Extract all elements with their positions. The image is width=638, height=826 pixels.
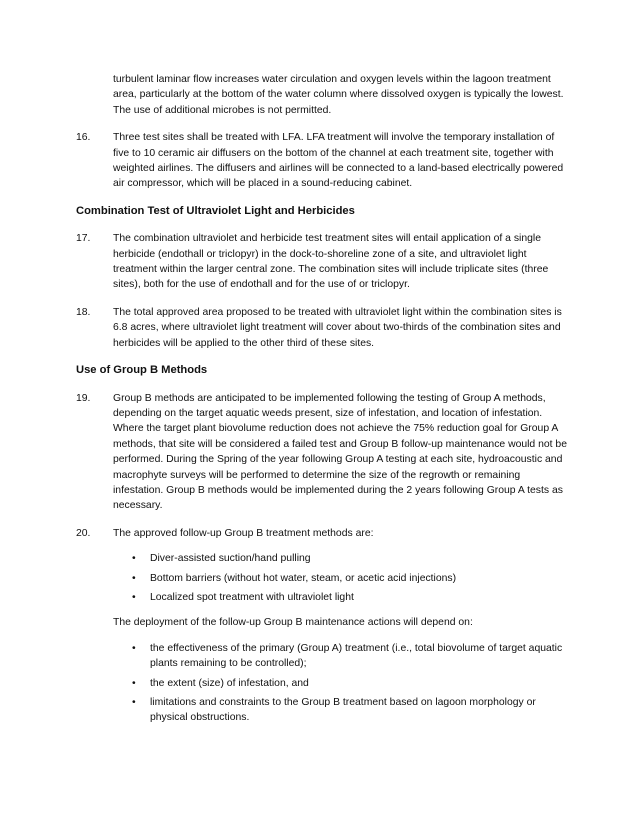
section-heading-combination-test: Combination Test of Ultraviolet Light and Herbicides — [76, 204, 355, 217]
treatment-methods-list — [113, 551, 568, 605]
paragraph-number: 18. — [76, 306, 91, 318]
list-item — [132, 551, 568, 566]
paragraph-text: The combination ultraviolet and herbicide test treatment sites will entail application of a single herbicide (endothall or triclopyr) in the dock-to-shoreline zone of a site, and ultraviolet light treatment within the larger central zone. The combination sites will include triplicate sites (three sites), both for the use of endothall and for the use of or triclopyr. — [113, 233, 549, 291]
paragraph-text: The total approved area proposed to be treated with ultraviolet light within the combination sites is 6.8 acres, where ultraviolet light treatment will cover about two-thirds of the combination sites and herbicides will be applied to the other third of these sites. — [113, 306, 562, 349]
paragraph-number: 19. — [76, 392, 91, 404]
list-item-text: limitations and constraints to the Group B treatment based on lagoon morphology or physical obstructions. — [150, 697, 536, 724]
paragraph-17 — [76, 231, 568, 293]
bullet-icon: • — [132, 591, 136, 603]
paragraph-number: 17. — [76, 233, 91, 245]
list-item — [132, 571, 568, 586]
list-item-text: Diver-assisted suction/hand pulling — [150, 553, 311, 565]
paragraph-text: The deployment of the follow-up Group B maintenance actions will depend on: — [113, 617, 473, 629]
bullet-icon: • — [132, 697, 136, 708]
list-item — [132, 676, 568, 691]
list-item-text: Bottom barriers (without hot water, steam, or acetic acid injections) — [150, 572, 457, 584]
list-item — [132, 695, 568, 726]
paragraph-16 — [76, 130, 568, 192]
bullet-icon: • — [132, 642, 136, 654]
section-heading-group-b-methods: Use of Group B Methods — [76, 364, 208, 377]
list-item — [132, 641, 568, 672]
paragraph-number: 16. — [76, 132, 91, 144]
list-item-text: the extent (size) of infestation, and — [150, 677, 309, 689]
bullet-icon: • — [132, 677, 136, 689]
paragraph-20 — [76, 526, 568, 736]
list-item — [132, 590, 568, 605]
deployment-factors-list — [113, 641, 568, 726]
bullet-icon: • — [132, 572, 136, 584]
paragraph-19 — [76, 391, 568, 514]
paragraph-text: The approved follow-up Group B treatment methods are: — [113, 527, 374, 539]
bullet-icon: • — [132, 553, 136, 565]
paragraph-body — [113, 526, 568, 736]
paragraph-text: Group B methods are anticipated to be implemented following the testing of Group A methods, depending on the target aquatic weeds present, size of infestation, and location of infestation. Where the target plant biovolume reduction does not achieve the 75% reduction goal for Group A methods, that site will be considered a failed test and Group B follow-up maintenance would not be performed. During the Spring of the year following Group A testing at each site, hydroacoustic and macrophyte surveys will be performed to determine the size of the regrowth or remaining infestation. Group B methods would be implemented during the 2 years following Group A tests as necessary. — [113, 392, 567, 512]
list-item-text: Localized spot treatment with ultraviolet light — [150, 591, 354, 603]
list-item-text: the effectiveness of the primary (Group A) treatment (i.e., total biovolume of target aquatic plants remaining to be controlled); — [150, 642, 563, 670]
paragraph-text: Three test sites shall be treated with LFA. LFA treatment will involve the temporary installation of five to 10 ceramic air diffusers on the bottom of the channel at each treatment site, together with weighted airlines. The diffusers and airlines will be connected to a land-based electrically powered air compressor, which will be placed in a sound-reducing cabinet. — [113, 132, 564, 190]
paragraph-number: 20. — [76, 527, 91, 539]
paragraph-18 — [76, 305, 568, 351]
continuation-paragraph: turbulent laminar flow increases water circulation and oxygen levels within the lagoon treatment area, particularly at the bottom of the water column where dissolved oxygen is typically the lowest. The use of additional microbes is not permitted. — [113, 74, 564, 116]
